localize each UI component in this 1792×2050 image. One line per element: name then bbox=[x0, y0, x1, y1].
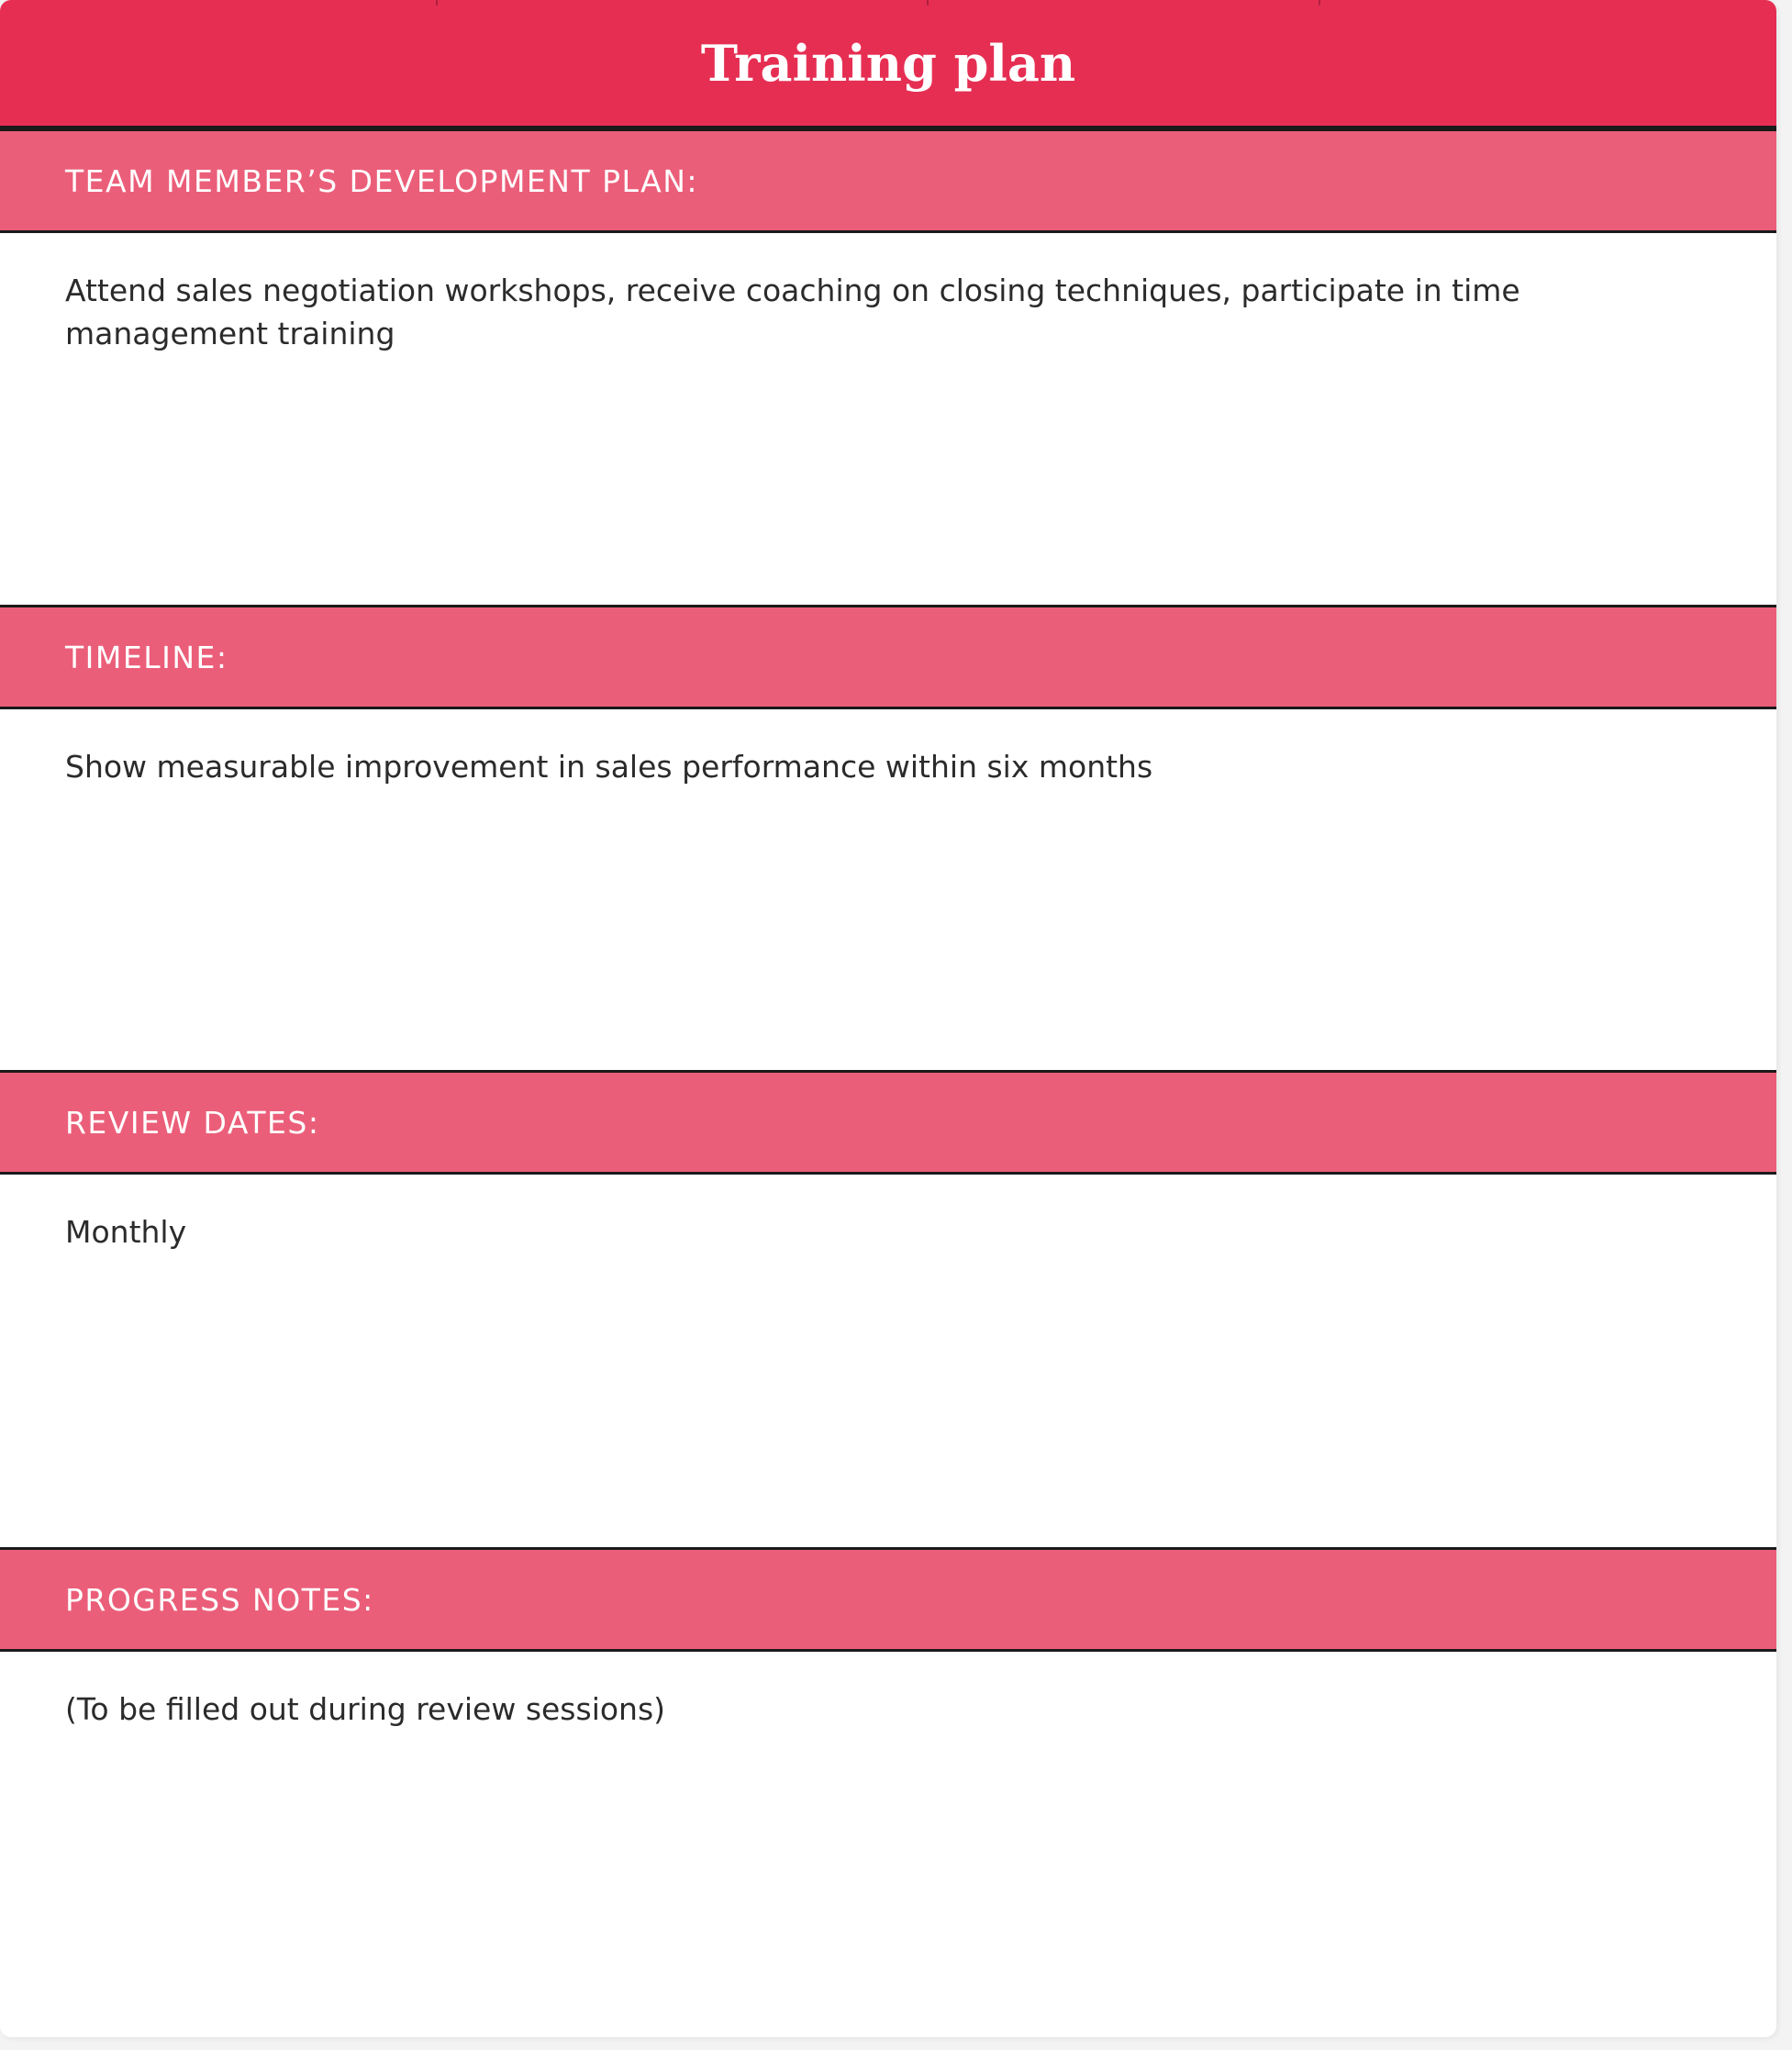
section-body-development-plan: Attend sales negotiation workshops, receive coaching on closing techniques, participate in time management training bbox=[65, 273, 1520, 351]
section-header-review-dates bbox=[0, 1070, 1776, 1175]
section-heading: PROGRESS NOTES: bbox=[65, 1581, 374, 1618]
column-tick bbox=[927, 0, 929, 6]
column-tick bbox=[1319, 0, 1320, 6]
section-heading: TIMELINE: bbox=[65, 639, 228, 675]
section-header-development-plan bbox=[0, 128, 1776, 233]
section-heading: TEAM MEMBER’S DEVELOPMENT PLAN: bbox=[65, 162, 699, 199]
section-header-progress-notes bbox=[0, 1547, 1776, 1652]
section-body-timeline: Show measurable improvement in sales performance within six months bbox=[65, 749, 1153, 785]
section-body-review-dates: Monthly bbox=[65, 1214, 187, 1250]
title-bar bbox=[0, 0, 1776, 128]
section-body-progress-notes: (To be filled out during review sessions) bbox=[65, 1691, 666, 1727]
column-tick bbox=[436, 0, 438, 6]
page-title: Training plan bbox=[700, 33, 1076, 93]
section-heading: REVIEW DATES: bbox=[65, 1104, 320, 1141]
section-header-timeline bbox=[0, 605, 1776, 709]
